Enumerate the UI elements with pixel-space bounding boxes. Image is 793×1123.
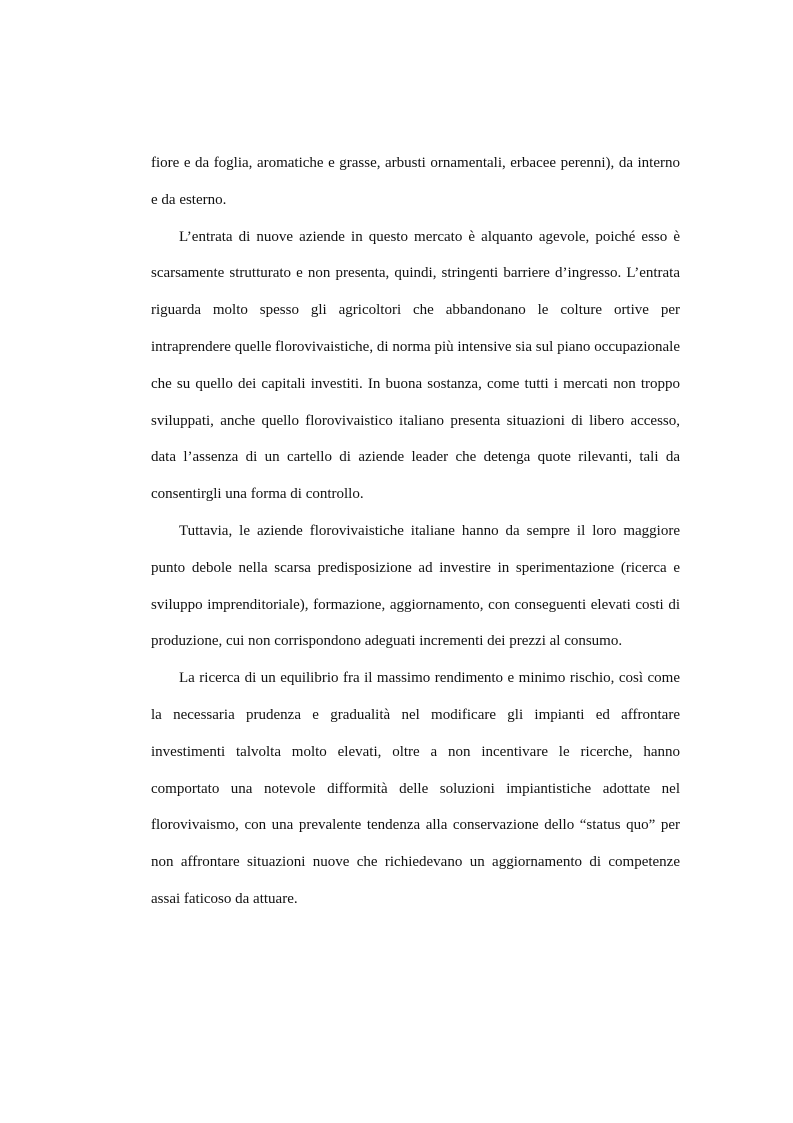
paragraph-market-entry: L’entrata di nuove aziende in questo mercato è alquanto agevole, poiché esso è scarsamente strutturato e non presenta, quindi, stringenti barriere d’ingresso. L’entrata riguarda molto spesso gli agricoltori che abbandonano le colture ortive per intraprendere quelle florovivaistiche, di norma più intensive sia sul piano occupazionale che su quello dei capitali investiti. In buona sostanza, come tutti i mercati non troppo sviluppati, anche quello florovivaistico italiano presenta situazioni di libero accesso, data l’assenza di un cartello di aziende leader che detenga quote rilevanti, tali da consentirgli una forma di controllo.: [151, 228, 680, 503]
paragraph-equilibrium: La ricerca di un equilibrio fra il massimo rendimento e minimo rischio, così come la necessaria prudenza e gradualità nel modificare gli impianti ed affrontare investimenti talvolta molto elevati, oltre a non incentivare le ricerche, hanno comportato una notevole difformità delle soluzioni impiantistiche adottate nel florovivaismo, con una prevalente tendenza alla conservazione dello “status quo” per non affrontare situazioni nuove che richiedevano un aggiornamento di competenze assai faticoso da attuare.: [151, 670, 680, 907]
document-page: [151, 145, 680, 918]
paragraph-weakness: Tuttavia, le aziende florovivaistiche italiane hanno da sempre il loro maggiore punto debole nella scarsa predisposizione ad investire in sperimentazione (ricerca e sviluppo imprenditoriale), formazione, aggiornamento, con conseguenti elevati costi di produzione, cui non corrispondono adeguati incrementi dei prezzi al consumo.: [151, 522, 680, 650]
paragraph-continuation: fiore e da foglia, aromatiche e grasse, arbusti ornamentali, erbacee perenni), da interno e da esterno.: [151, 155, 680, 208]
